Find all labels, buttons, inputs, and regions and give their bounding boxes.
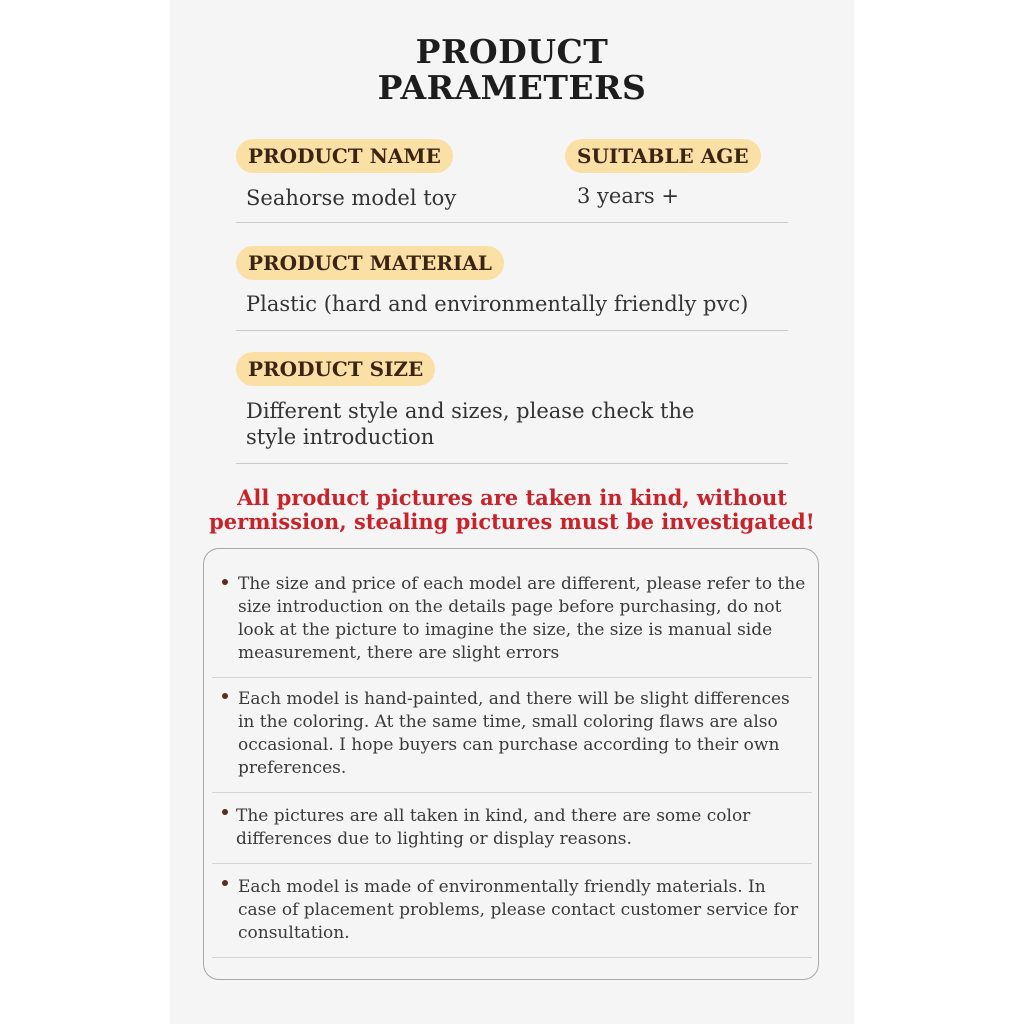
page-title: [0, 34, 1024, 106]
divider: [236, 463, 788, 464]
bullet-icon: [222, 579, 228, 585]
note-line: look at the picture to imagine the size, the size is manual side: [238, 620, 773, 640]
product-size-value-line-1: Different style and sizes, please check the: [246, 399, 695, 423]
copyright-warning-line-2: permission, stealing pictures must be investigated!: [209, 509, 815, 534]
note-line: Each model is hand-painted, and there will be slight differences: [238, 689, 790, 709]
product-name-value: Seahorse model toy: [246, 186, 457, 210]
suitable-age-label: SUITABLE AGE: [565, 139, 761, 173]
bullet-icon: [222, 880, 228, 886]
product-name-label: PRODUCT NAME: [236, 139, 453, 173]
note-1: [238, 573, 805, 665]
product-material-label: PRODUCT MATERIAL: [236, 246, 504, 280]
note-line: preferences.: [238, 758, 347, 778]
note-line: measurement, there are slight errors: [238, 643, 560, 663]
bullet-icon: [222, 809, 228, 815]
note-line: in the coloring. At the same time, small coloring flaws are also: [238, 712, 778, 732]
divider: [236, 330, 788, 331]
bullet-icon: [222, 693, 228, 699]
product-size-value: [246, 398, 694, 450]
product-material-value: Plastic (hard and environmentally friendly pvc): [246, 292, 749, 316]
note-line: differences due to lighting or display reasons.: [236, 829, 632, 849]
page-title-line-2: PARAMETERS: [377, 68, 647, 107]
product-size-value-line-2: style introduction: [246, 425, 435, 449]
note-line: The size and price of each model are different, please refer to the: [238, 574, 806, 594]
suitable-age-value: 3 years +: [577, 184, 679, 208]
copyright-warning: [0, 486, 1024, 534]
note-divider: [212, 863, 812, 864]
note-divider: [212, 957, 812, 958]
note-line: size introduction on the details page before purchasing, do not: [238, 597, 782, 617]
divider: [236, 222, 788, 223]
note-line: case of placement problems, please contact customer service for: [238, 900, 799, 920]
page-title-line-1: PRODUCT: [415, 32, 609, 71]
note-divider: [212, 792, 812, 793]
note-3: [236, 805, 750, 851]
copyright-warning-line-1: All product pictures are taken in kind, without: [237, 485, 787, 510]
note-divider: [212, 677, 812, 678]
note-line: Each model is made of environmentally friendly materials. In: [238, 877, 766, 897]
note-line: occasional. I hope buyers can purchase according to their own: [238, 735, 780, 755]
note-line: The pictures are all taken in kind, and there are some color: [236, 806, 751, 826]
product-size-label: PRODUCT SIZE: [236, 352, 435, 386]
note-line: consultation.: [238, 923, 350, 943]
note-4: [238, 876, 798, 945]
note-2: [238, 688, 790, 780]
